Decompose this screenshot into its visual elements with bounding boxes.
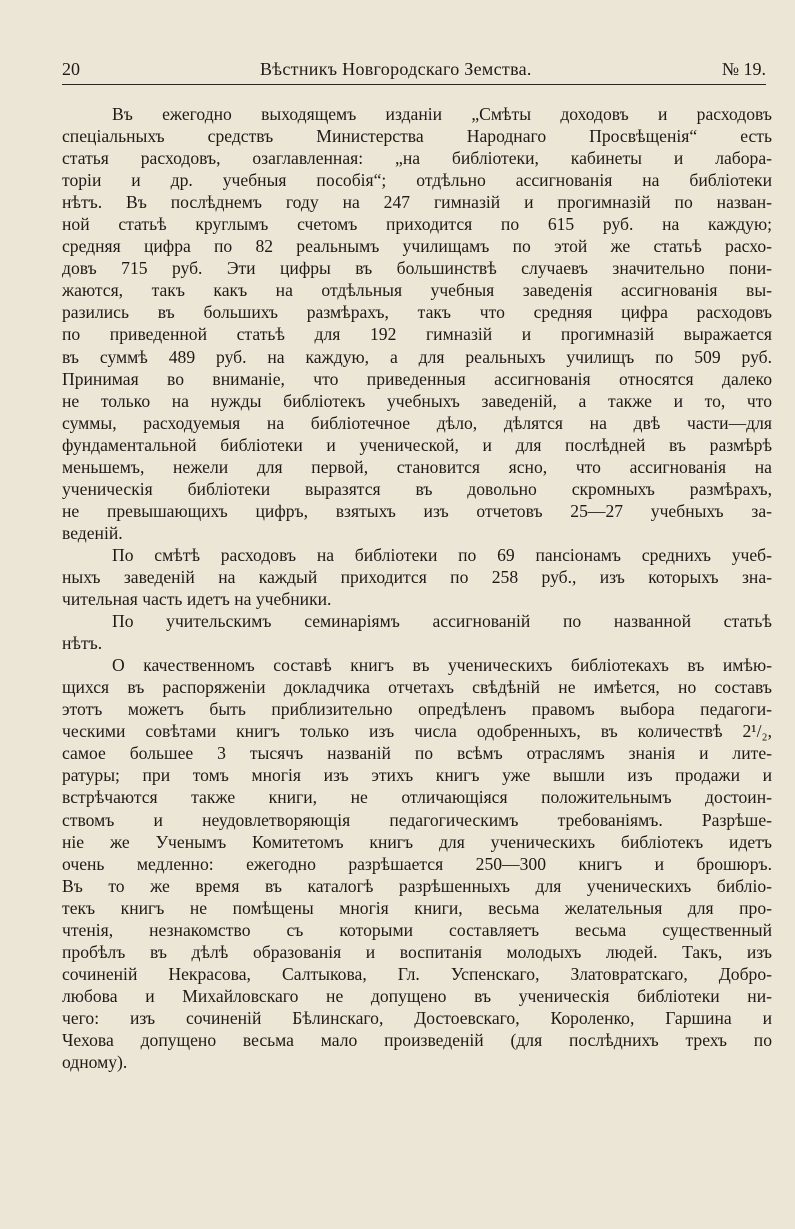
text-line: по приведенной статьѣ для 192 гимназій и прогимназій выражается [62,324,772,345]
issue-number: № 19. [721,59,766,79]
text-line: Чехова допущено весьма мало произведеній (для послѣднихъ трехъ по [62,1029,772,1050]
paragraph [62,544,772,610]
text-line: очень медленно: ежегодно разрѣшается 250—300 книгъ и брошюръ. [62,853,772,874]
paragraph [62,654,772,1073]
text-line: Въ ежегодно выходящемъ изданіи „Смѣты доходовъ и расходовъ [112,104,772,124]
text-line: самое большее 3 тысячъ названій по всѣмъ отраслямъ знанія и лите- [62,743,772,764]
text-line: О качественномъ составѣ книгъ въ ученическихъ библіотекахъ въ имѣю- [112,655,772,676]
text-line: суммы, расходуемыя на библіотечное дѣло, дѣлятся на двѣ части—для [62,412,772,433]
text-line: не только на нужды библіотекъ учебныхъ заведеній, а также и то, что [62,390,772,411]
text-line: встрѣчаются также книги, не отличающіяся положительнымъ достоин- [62,787,772,808]
text-line: торіи и др. учебныя пособія“; отдѣльно ассигнованія на библіотеки [62,170,772,191]
text-line: пробѣлъ въ дѣлѣ образованія и воспитанія молодыхъ людей. Такъ, изъ [62,941,772,962]
text-line: любова и Михайловскаго не допущено въ ученическія библіотеки ни- [62,985,772,1006]
text-line: чтенія, незнакомство съ которыми составляетъ весьма существенный [62,919,772,940]
paragraph [62,610,772,654]
text-line: ныхъ заведеній на каждый приходится по 258 руб., изъ которыхъ зна- [62,566,772,587]
text-line: Принимая во вниманіе, что приведенныя ассигнованія относятся далеко [62,368,772,389]
page-number: 20 [62,59,80,79]
text-line: средняя цифра по 82 реальнымъ училищамъ по этой же статьѣ расхо- [62,236,772,257]
text-line: фундаментальной библіотеки и ученической, и для послѣдней въ размѣрѣ [62,434,772,455]
text-line: въ суммѣ 489 руб. на каждую, а для реальныхъ училищъ по 509 руб. [62,346,772,367]
paragraph [62,103,772,544]
text-line: щихся въ распоряженіи докладчика отчетахъ свѣдѣній не имѣется, но составъ [62,677,772,698]
text-line: спеціальныхъ средствъ Министерства Народнаго Просвѣщенія“ есть [62,126,772,147]
text-line: чего: изъ сочиненій Бѣлинскаго, Достоевскаго, Короленко, Гаршина и [62,1007,772,1028]
header-rule [62,84,766,85]
text-line: жаются, такъ какъ на отдѣльныя учебныя заведенія ассигнованія вы- [62,280,772,301]
text-line: чительная часть идетъ на учебники. [62,589,332,610]
journal-title: Вѣстникъ Новгородскаго Земства. [260,59,532,79]
text-line: этотъ можетъ быть приблизительно опредѣленъ правомъ выбора педагоги- [62,699,772,720]
text-line: Въ то же время въ каталогѣ разрѣшенныхъ для ученическихъ библіо- [62,875,772,896]
text-line: нѣтъ. [62,633,103,654]
text-line: ной статьѣ круглымъ счетомъ приходится по 615 руб. на каждую; [62,214,772,235]
body-text [62,103,772,1073]
text-line: По смѣтѣ расходовъ на библіотеки по 69 пансіонамъ среднихъ учеб- [112,544,772,565]
text-line: не превышающихъ цифръ, взятыхъ изъ отчетовъ 25—27 учебныхъ за- [62,500,772,521]
text-line: веденій. [62,522,123,543]
text-line: ческими совѣтами книгъ только изъ числа одобренныхъ, въ количествѣ 2¹/₂, [62,721,772,742]
text-line: По учительскимъ семинаріямъ ассигнованій по названной статьѣ [112,611,772,632]
text-line: текъ книгъ не помѣщены многія книги, весьма желательныя для про- [62,897,772,918]
text-line: довъ 715 руб. Эти цифры въ большинствѣ случаевъ значительно пони- [62,258,772,279]
text-line: меньшемъ, нежели для первой, становится ясно, что ассигнованія на [62,456,772,477]
text-line: ученическія библіотеки выразятся въ довольно скромныхъ размѣрахъ, [62,478,772,499]
text-line: одному). [62,1052,128,1073]
text-line: ствомъ и неудовлетворяющія педагогическимъ требованіямъ. Разрѣше- [62,809,772,830]
text-line: сочиненій Некрасова, Салтыкова, Гл. Успенскаго, Златовратскаго, Добро- [62,963,772,984]
text-line: ніе же Ученымъ Комитетомъ книгъ для ученическихъ библіотекъ идетъ [62,831,772,852]
text-line: разились въ большихъ размѣрахъ, такъ что средняя цифра расходовъ [62,302,772,323]
running-header [62,56,766,82]
text-line: нѣтъ. Въ послѣднемъ году на 247 гимназій и прогимназій по назван- [62,192,772,213]
text-line: ратуры; при томъ многія изъ этихъ книгъ уже вышли изъ продажи и [62,765,772,786]
text-line: статья расходовъ, озаглавленная: „на библіотеки, кабинеты и лабора- [62,148,772,169]
